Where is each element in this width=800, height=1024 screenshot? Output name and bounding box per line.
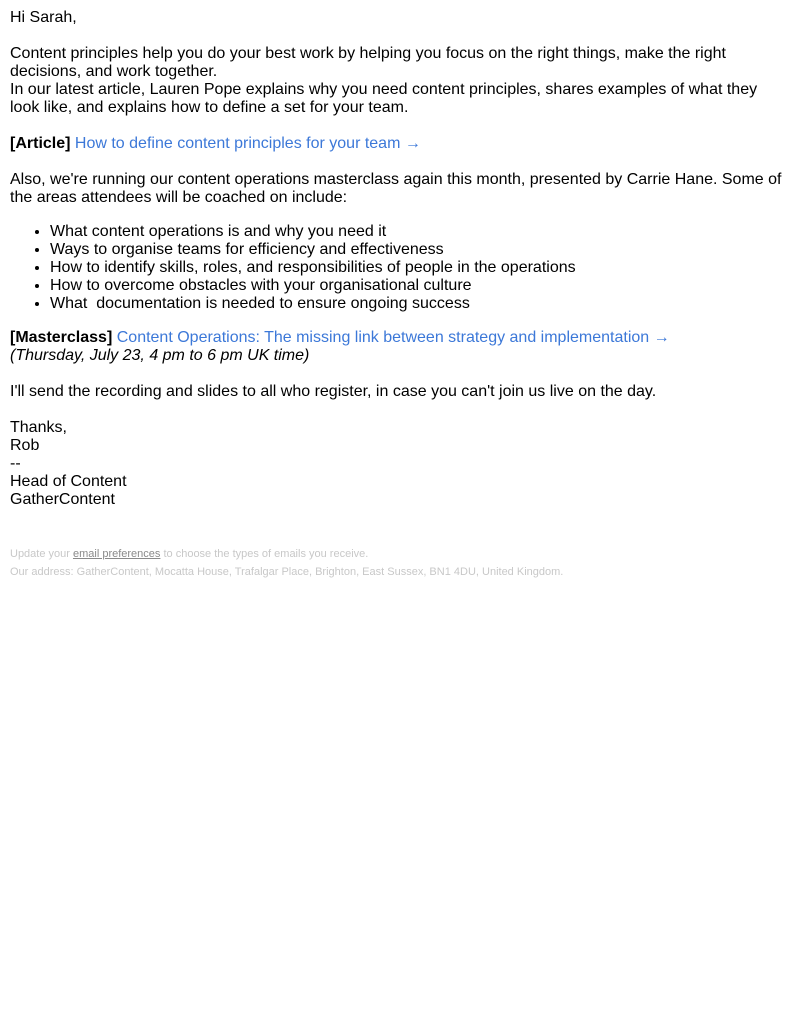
masterclass-promo bbox=[10, 329, 790, 347]
masterclass-intro: Also, we're running our content operations masterclass again this month, presented by Carrie Hane. Some of the areas attendees will be coached on include: bbox=[10, 171, 782, 206]
masterclass-date: (Thursday, July 23, 4 pm to 6 pm UK time) bbox=[10, 347, 310, 364]
signoff-name: Rob bbox=[10, 437, 40, 454]
list-item: • How to identify skills, roles, and responsibilities of people in the operations bbox=[50, 259, 790, 277]
footer-prefs-before: Update your bbox=[10, 548, 73, 560]
footer-prefs-after: to choose the types of emails you receive. bbox=[160, 548, 369, 560]
recording-note: I'll send the recording and slides to all who register, in case you can't join us live on the day. bbox=[10, 383, 657, 400]
greeting: Hi Sarah, bbox=[10, 9, 77, 26]
list-item: • What content operations is and why you need it bbox=[50, 223, 790, 241]
email-preferences-link[interactable]: email preferences bbox=[72, 548, 161, 560]
intro-line-1: Content principles help you do your best work by helping you focus on the right things, make the right decisions, and work together. bbox=[10, 45, 726, 80]
signoff-role: Head of Content bbox=[10, 473, 127, 490]
signoff-company: GatherContent bbox=[10, 491, 115, 508]
spacer bbox=[10, 117, 790, 135]
masterclass-tag: [Masterclass] bbox=[10, 329, 113, 346]
list-item: • How to overcome obstacles with your organisational culture bbox=[50, 277, 790, 295]
signoff-thanks: Thanks, bbox=[10, 419, 67, 436]
list-item: • What documentation is needed to ensure ongoing success bbox=[50, 295, 790, 313]
article-link[interactable]: How to define content principles for your team → bbox=[74, 135, 421, 152]
masterclass-topics-list bbox=[10, 223, 790, 313]
spacer bbox=[10, 27, 790, 45]
spacer bbox=[10, 401, 790, 419]
signature-separator: -- bbox=[10, 455, 21, 472]
list-item: • Ways to organise teams for efficiency and effectiveness bbox=[50, 241, 790, 259]
masterclass-link[interactable]: Content Operations: The missing link between strategy and implementation → bbox=[116, 329, 670, 346]
article-tag: [Article] bbox=[10, 135, 71, 152]
intro-line-2: In our latest article, Lauren Pope explains why you need content principles, shares examples of what they look like, and explains how to define a set for your team. bbox=[10, 81, 758, 116]
email-footer bbox=[10, 545, 790, 581]
footer-address: Our address: GatherContent, Mocatta House, Trafalgar Place, Brighton, East Sussex, BN1 4DU, United Kingdom. bbox=[10, 566, 564, 578]
article-promo bbox=[10, 135, 790, 153]
spacer bbox=[10, 153, 790, 171]
spacer bbox=[10, 365, 790, 383]
footer-preferences bbox=[10, 545, 790, 563]
